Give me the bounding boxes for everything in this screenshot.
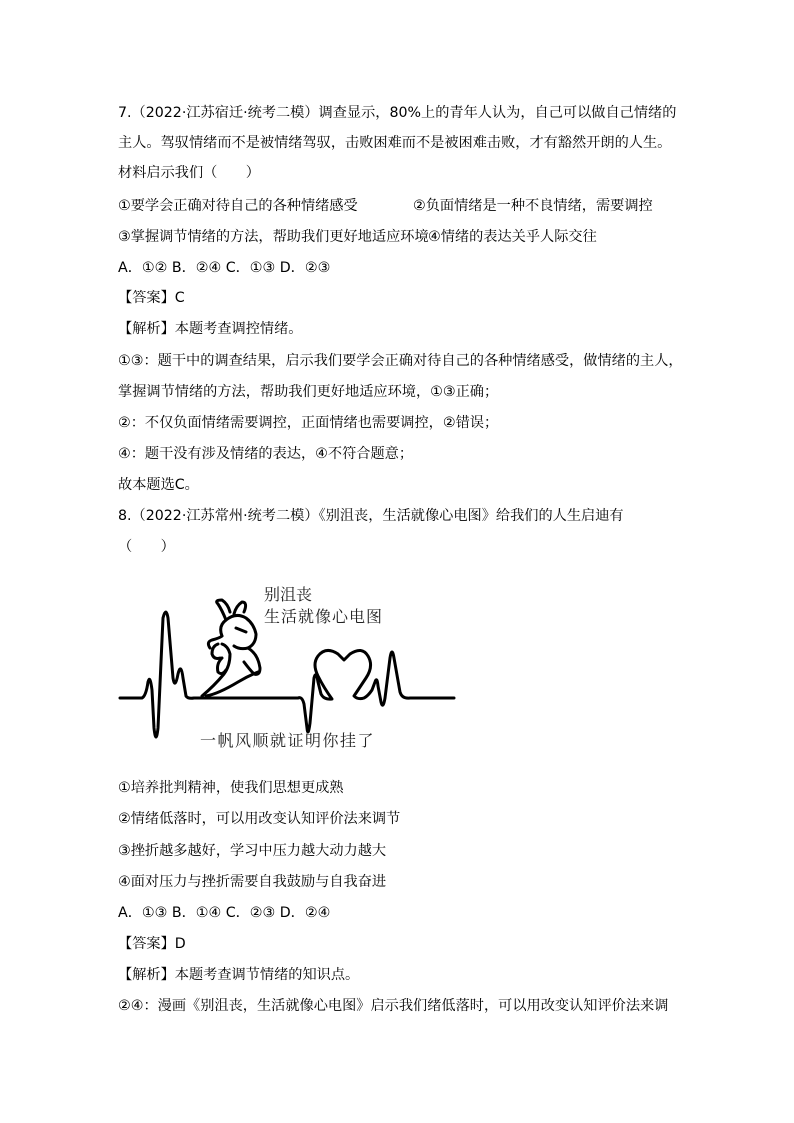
- figure-title-line-2: 生活就像心电图: [264, 607, 384, 626]
- q7-analysis-intro: 本题考查调控情绪。: [174, 321, 303, 337]
- q8-statement-1: ①培养批判精神，使我们思想更成熟: [118, 780, 344, 796]
- q8-stem-line-2: （ ）: [118, 539, 175, 555]
- q8-stem-line-1: 8.（2022·江苏常州·统考二模）《别沮丧，生活就像心电图》给我们的人生启迪有: [118, 508, 624, 524]
- q7-analysis-header: [118, 320, 302, 338]
- q7-analysis-line-1: ①③：题干中的调查结果，启示我们要学会正确对待自己的各种情绪感受，做情绪的主人，: [118, 353, 683, 369]
- q7-analysis-line-5: 故本题选C。: [118, 477, 199, 493]
- q7-analysis-line-4: ④：题干没有涉及情绪的表达，④不符合题意；: [118, 446, 414, 462]
- q7-answer: [118, 289, 185, 307]
- q7-analysis-line-2: 掌握调节情绪的方法，帮助我们更好地适应环境，①③正确；: [118, 384, 499, 400]
- q7-answer-label: 【答案】: [118, 290, 175, 306]
- q8-analysis-intro: 本题考查调节情绪的知识点。: [174, 967, 360, 983]
- q7-statements-row-2: [118, 228, 597, 246]
- q8-answer-label: 【答案】: [118, 936, 175, 952]
- q7-stem-line-3: 材料启示我们（ ）: [118, 165, 260, 181]
- ecg-cartoon-figure: [118, 578, 458, 753]
- q8-analysis-header: [118, 966, 359, 984]
- q8-statement-3: ③挫折越多越好，学习中压力越大动力越大: [118, 843, 387, 859]
- q8-statement-2: ②情绪低落时，可以用改变认知评价法来调节: [118, 811, 401, 827]
- q7-stem-line-2: 主人。驾驭情绪而不是被情绪驾驭，击败困难而不是被困难击败，才有豁然开朗的人生。: [118, 135, 672, 151]
- figure-caption: 一帆风顺就证明你挂了: [200, 731, 376, 750]
- q7-statement-2: ②负面情绪是一种不良情绪，需要调控: [413, 198, 653, 214]
- q7-statement-1: ①要学会正确对待自己的各种情绪感受: [118, 198, 358, 214]
- q8-answer: [118, 935, 186, 953]
- q8-answer-value: D: [174, 936, 186, 952]
- q7-analysis-line-3: ②：不仅负面情绪需要调控，正面情绪也需要调控，②错误；: [118, 415, 499, 431]
- q7-statement-4: ④情绪的表达关乎人际交往: [428, 229, 597, 245]
- q8-analysis-label: 【解析】: [118, 967, 175, 983]
- q7-stem-line-1: 7.（2022·江苏宿迁·统考二模）调查显示，80%上的青年人认为，自己可以做自己情绪的: [118, 105, 677, 121]
- q8-analysis-line-1: ②④：漫画《别沮丧，生活就像心电图》启示我们绪低落时，可以用改变认知评价法来调: [118, 998, 669, 1014]
- q7-analysis-label: 【解析】: [118, 321, 175, 337]
- q8-statement-4: ④面对压力与挫折需要自我鼓励与自我奋进: [118, 874, 387, 890]
- q7-statement-3: ③掌握调节情绪的方法，帮助我们更好地适应环境: [118, 229, 429, 245]
- q7-answer-value: C: [174, 290, 185, 306]
- figure-title-line-1: 别沮丧: [264, 585, 313, 604]
- q8-options: A．①③ B．①④ C．②③ D．②④: [118, 905, 331, 921]
- q7-statements-row-1: [118, 197, 653, 215]
- q7-options: A．①② B．②④ C．①③ D．②③: [118, 260, 331, 276]
